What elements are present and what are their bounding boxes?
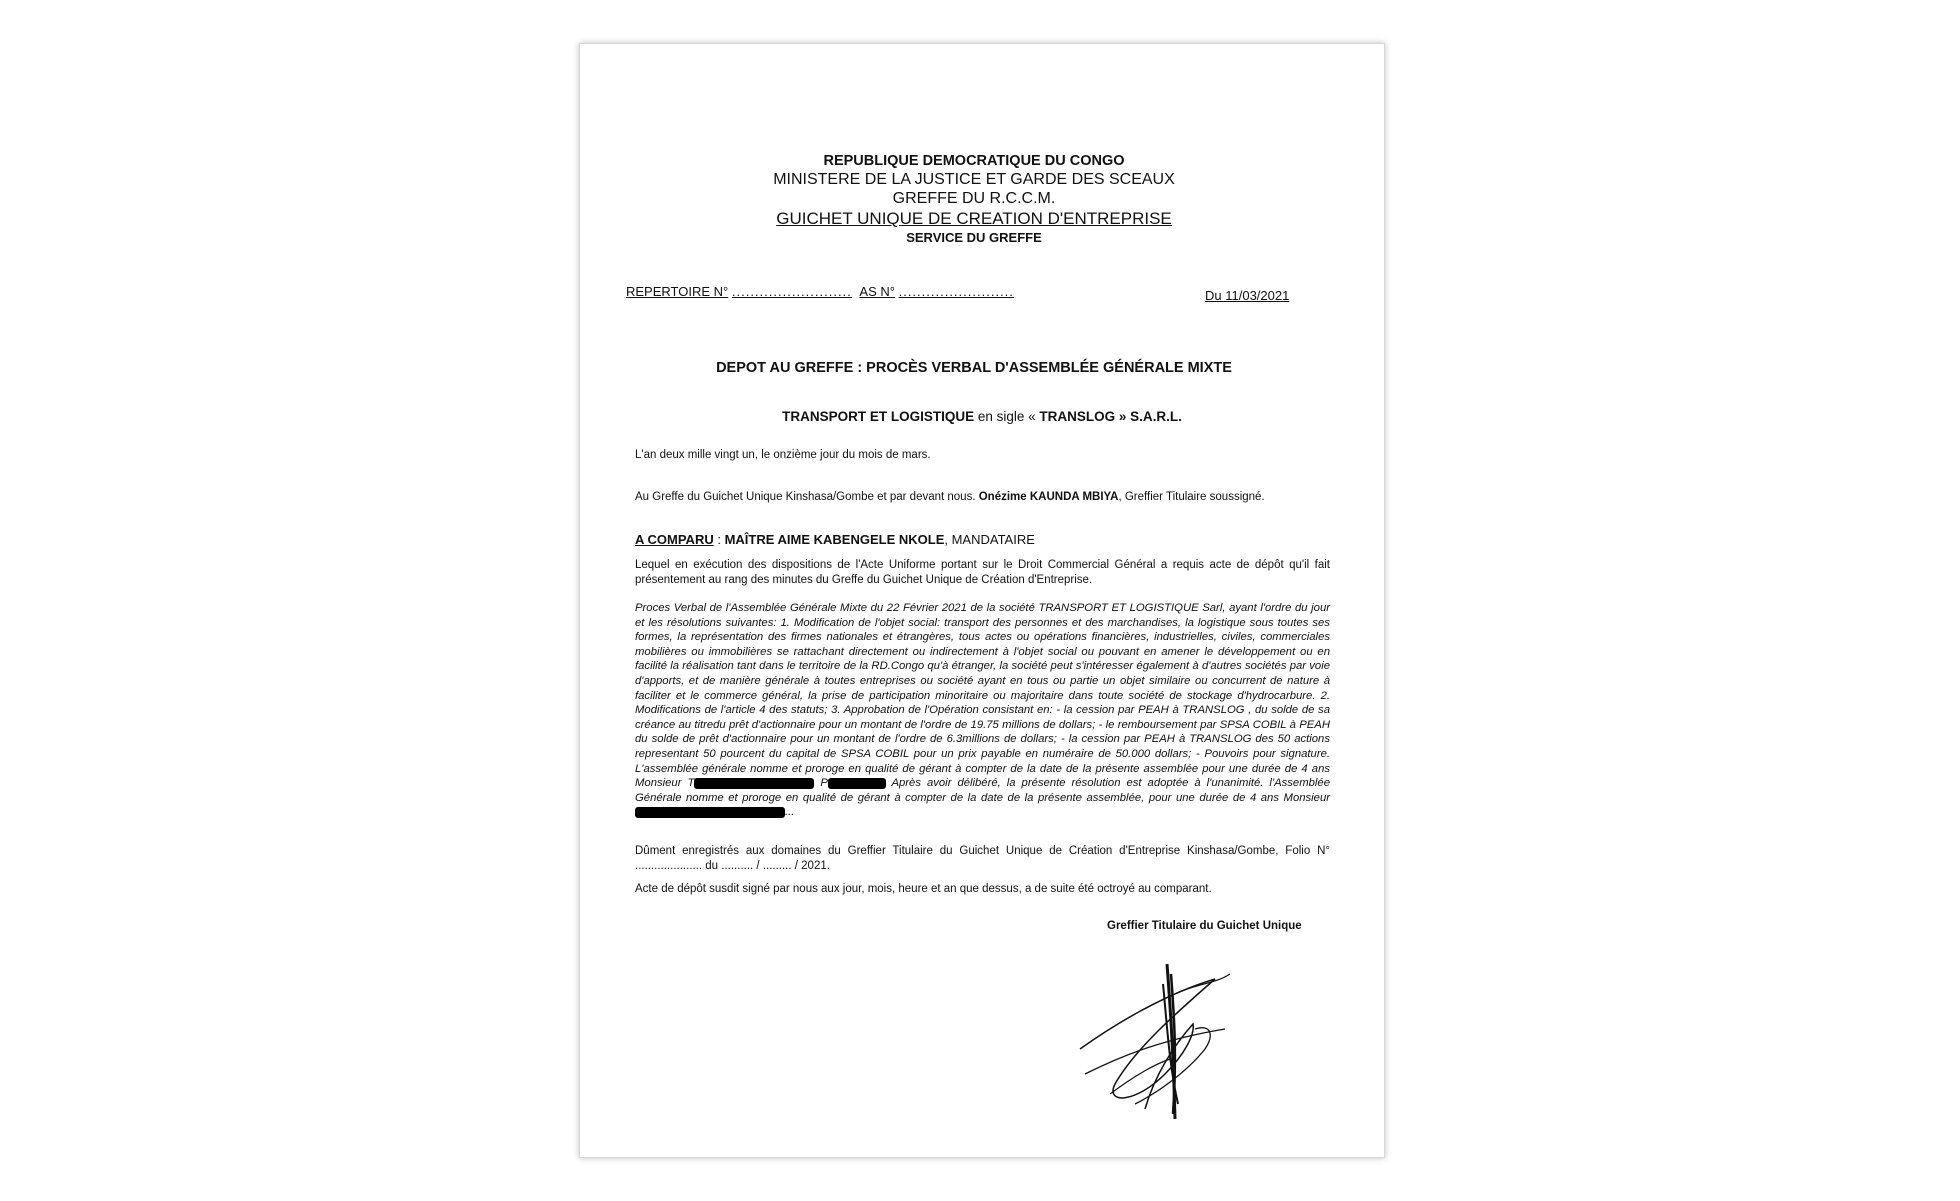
date-line: L'an deux mille vingt un, le onzième jour du mois de mars. bbox=[635, 449, 931, 461]
redaction-block bbox=[828, 778, 886, 789]
document-header bbox=[572, 152, 1376, 246]
document-title: DEPOT AU GREFFE : PROCÈS VERBAL D'ASSEMBLÉE GÉNÉRALE MIXTE bbox=[716, 360, 1232, 376]
dument-paragraph: Dûment enregistrés aux domaines du Greffier Titulaire du Guichet Unique de Création d'Entreprise Kinshasa/Gombe, Folio N° ..................... du .......... / ......... / 2021. bbox=[635, 845, 1330, 872]
lequel-paragraph: Lequel en exécution des dispositions de l'Acte Uniforme portant sur le Droit Commercial Général a requis acte de dépôt qu'il fait présentement au rang des minutes du Greffe du Guichet Unique de Création d'Entreprise. bbox=[635, 559, 1330, 586]
greffe-text-2: , Greffier Titulaire soussigné. bbox=[1118, 491, 1265, 503]
redaction-block bbox=[635, 807, 785, 818]
document-page bbox=[579, 43, 1385, 1158]
company-acronym: TRANSLOG bbox=[1039, 409, 1116, 424]
company-name: TRANSPORT ET LOGISTIQUE bbox=[782, 409, 975, 424]
pv-text-4: ... bbox=[785, 806, 795, 819]
header-guichet: GUICHET UNIQUE DE CREATION D'ENTREPRISE bbox=[776, 209, 1172, 228]
repertoire-line bbox=[626, 284, 1014, 299]
as-dots: ......................... bbox=[898, 284, 1014, 299]
header-service: SERVICE DU GREFFE bbox=[906, 230, 1042, 245]
header-greffe: GREFFE DU R.C.C.M. bbox=[892, 190, 1056, 207]
comparu-label: A COMPARU bbox=[635, 532, 714, 547]
pv-text-1: Proces Verbal de l'Assemblée Générale Mixte du 22 Février 2021 de la société TRANSPORT ET LOGISTIQUE Sarl, ayant l'ordre du jour et les résolutions suivantes: 1. Modification de l'objet social: transport des personnes et des marchandises, la logistique sous toutes ses formes, la représentation des firmes nationales et étrangères, tous actes ou opérations financières, industrielles, civiles, commerciales mobilières ou immobilières se rattachant directement ou indirectement à l'objet social ou pouvant en amener le développement ou en facilité la réalisation tant dans le territoire de la RD.Congo qu'à étranger, la société peut s'intéresser également à d'autres sociétés par voie d'apports, et de manière générale à toutes entreprises ou société ayant en tous ou partie un objet similaire ou concurrent de nature à faciliter et le commerce général, la prise de participation minoritaire ou majoritaire dans toute société de stockage d'hydrocarbure. 2. Modifications de l'article 4 des statuts; 3. Approbation de l'Opération consistant en: - la cession par PEAH à TRANSLOG , du solde de sa créance au titredu prêt d'actionnaire pour un montant de l'ordre de 19.75 millions de dollars; - le remboursement par SPSA COBIL à PEAH du solde de prêt d'actionnaire pour un montant de l'ordre de 6.3millions de dollars; - la cession par PEAH à TRANSLOG des 50 actions representant 50 pourcent du capital de SPSA COBIL pour un prix payable en numéraire de 50.000 dollars; - Pouvoirs pour signature. L'assemblée générale nomme et proroge en qualité de gérant à compter de la date de la présente assemblée pour une durée de 4 ans Monsieur T bbox=[635, 602, 1330, 790]
company-mid: en sigle « bbox=[974, 409, 1040, 424]
repertoire-label: REPERTOIRE N° bbox=[626, 284, 729, 299]
comparu-line bbox=[635, 532, 1035, 547]
redaction-block bbox=[694, 778, 814, 789]
acte-paragraph: Acte de dépôt susdit signé par nous aux jour, mois, heure et an que dessus, a de suite été octroyé au comparant. bbox=[635, 883, 1212, 895]
as-label: AS N° bbox=[859, 284, 895, 299]
header-republic: REPUBLIQUE DEMOCRATIQUE DU CONGO bbox=[823, 153, 1125, 169]
proces-verbal-paragraph bbox=[635, 601, 1330, 820]
greffe-text-1: Au Greffe du Guichet Unique Kinshasa/Gombe et par devant nous. bbox=[635, 491, 979, 503]
pv-text-3: Après avoir délibéré, la présente résolution est adoptée à l'unanimité. l'Assemblée Générale nomme et proroge en qualité de gérant à compter de la date de la présente assemblée, pour une durée de 4 ans Monsieur bbox=[635, 777, 1330, 804]
comparu-sep: : bbox=[713, 532, 725, 547]
company-line bbox=[580, 409, 1384, 424]
pv-text-2: P bbox=[814, 777, 828, 790]
signatory-title: Greffier Titulaire du Guichet Unique bbox=[1107, 920, 1302, 932]
repertoire-dots: .......................... bbox=[731, 284, 852, 299]
comparu-name: MAÎTRE AIME KABENGELE NKOLE bbox=[724, 532, 945, 547]
header-ministry: MINISTERE DE LA JUSTICE ET GARDE DES SCEAUX bbox=[773, 171, 1175, 188]
greffier-name: Onézime KAUNDA MBIYA bbox=[978, 491, 1119, 503]
company-end: » S.A.R.L. bbox=[1115, 409, 1182, 424]
greffe-paragraph bbox=[635, 490, 1330, 505]
comparu-role: , MANDATAIRE bbox=[944, 532, 1035, 547]
handwritten-signature bbox=[1075, 954, 1240, 1129]
document-date: Du 11/03/2021 bbox=[1205, 288, 1290, 303]
